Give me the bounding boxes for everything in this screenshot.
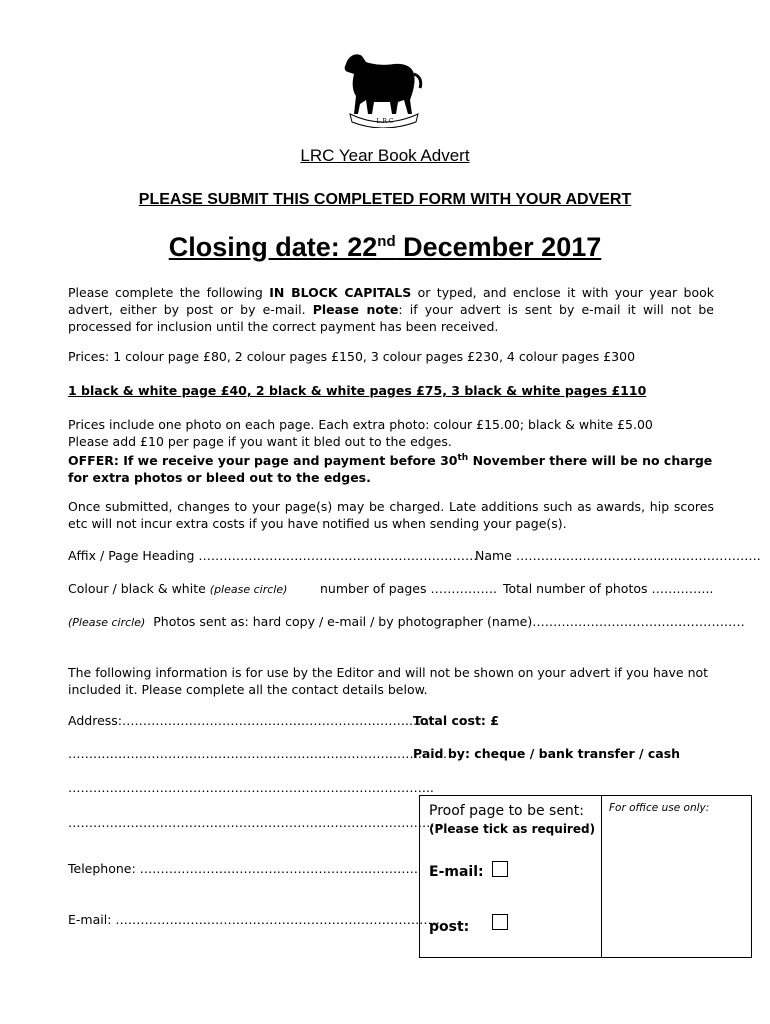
editor-note: The following information is for use by the Editor and will not be shown on your advert if you have not included it. Please complete all the contact details below. [68,665,709,697]
name-field[interactable]: Name ……………………………..…..………………. [475,548,761,563]
email-checkbox[interactable] [492,861,508,877]
post-tick-label: post: [429,919,470,935]
telephone-field[interactable]: Telephone: …………………..…………………………..………… [68,861,419,876]
colour-bw-field[interactable]: Colour / black & white (please circle) [68,581,288,596]
office-use-label: For office use only: [609,802,710,814]
post-checkbox[interactable] [492,914,508,930]
num-pages-field[interactable]: number of pages ……………. [320,581,497,596]
total-cost[interactable]: Total cost: £ [413,713,499,728]
proof-title: Proof page to be sent: [429,803,585,819]
logo-monogram: L.R.C [376,118,394,125]
offer-text: OFFER: If we receive your page and payment before 30th November there will be no charge for extra photos or bleed out to the edges. [68,453,713,486]
affix-field[interactable]: Affix / Page Heading …………………………………………………………. [68,548,478,563]
email-tick-label: E-mail: [429,864,484,880]
address-line-3[interactable]: …………………………………………………………..……………….. [68,780,434,795]
lrc-dog-logo [338,44,428,128]
bw-prices: 1 black & white page £40, 2 black & white pages £75, 3 black & white pages £110 [68,383,647,398]
proof-subtitle: (Please tick as required) [429,822,596,836]
address-field[interactable]: Address:……………………………………..…………………….…… [68,713,434,728]
paid-by: Paid by: cheque / bank transfer / cash [413,746,681,761]
submit-instruction: PLEASE SUBMIT THIS COMPLETED FORM WITH YOUR ADVERT [138,191,632,208]
colour-prices: Prices: 1 colour page £80, 2 colour pages £150, 3 colour pages £230, 4 colour pages £300 [68,349,636,364]
intro-paragraph: Please complete the following IN BLOCK CAPITALS or typed, and enclose it with your year book advert, either by post or by e-mail. Please note: if your advert is sent by e-mail it will not be processed for inclusion until the correct payment has been received. [68,285,715,334]
photos-sent-field[interactable]: (Please circle) Photos sent as: hard copy / e-mail / by photographer (name)…………………………………………… [68,614,745,629]
extra-prices: Prices include one photo on each page. Each extra photo: colour £15.00; black & white £5.00 Please add £10 per page if you want it bled out to the edges. OFFER: If we receive your page and payment before 30th November there will be no charge for extra photos or bleed out to the edges. [68,417,713,486]
changes-paragraph: Once submitted, changes to your page(s) may be charged. Late additions such as awards, hip scores etc will not incur extra costs if you have notified us when sending your page(s). [68,499,714,531]
closing-date: Closing date: 22nd December 2017 [168,232,602,262]
address-line-4[interactable]: ……………………………………………………….…………………….. [68,815,443,830]
total-photos-field[interactable]: Total number of photos …….…….. [503,581,714,596]
address-line-2[interactable]: …………………………………………………………………….………… [68,746,447,761]
box-divider [601,796,602,957]
email-field[interactable]: E-mail: …………………..………………………………………………. [68,912,440,927]
proof-page-box [419,795,752,958]
form-title: LRC Year Book Advert [300,146,470,165]
